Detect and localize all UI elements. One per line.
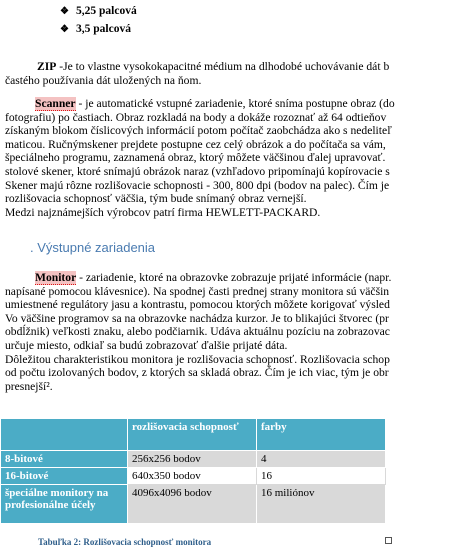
table-cell: 16 miliónov [257, 485, 386, 524]
table-caption: Tabuľka 2: Rozlišovacia schopnosť monitora [38, 537, 212, 547]
paragraph-line: rozlišovacia schopnosť väčšia, tým bude snímaný obraz vernejší. [5, 192, 307, 206]
table-cell: 640x350 bodov [128, 468, 257, 485]
zip-term: ZIP [37, 60, 57, 73]
paragraph-line: -Je to vlastne vysokokapacitné médium na dlhodobé uchovávanie dát b [56, 60, 390, 73]
paragraph-line: Skener majú rôzne rozlišovacie schopnosti - 300, 800 dpi (bodov na palec). Čím je [5, 178, 390, 192]
paragraph-line: určuje miesto, odkiaľ sa budú zobrazovať ďalšie prijaté dáta. [5, 338, 288, 352]
paragraph-line: umiestnené regulátory jasu a kontrastu, pomocou ktorých môžete korigovať výsled [5, 298, 390, 312]
table-row [1, 451, 386, 468]
list-item [60, 2, 137, 20]
table-row-label: špeciálne monitory na profesionálne účely [1, 485, 128, 524]
paragraph-line: Dôležitou charakteristikou monitora je rozlišovacia schopnosť. Rozlišovacia schop [5, 352, 390, 366]
paragraph-line: Medzi najznámejších výrobcov patrí firma HEWLETT-PACKARD. [5, 205, 321, 219]
table-header-cell [1, 419, 128, 451]
paragraph-line: - je automatické vstupné zariadenie, ktoré sníma postupne obraz (do [75, 97, 395, 110]
table-cell: 4 [257, 451, 386, 468]
table-resize-handle[interactable] [385, 537, 392, 544]
table-cell: 4096x4096 bodov [128, 485, 257, 524]
table-cell: 16 [257, 468, 386, 485]
table-row-label: 16-bitové [1, 468, 128, 485]
table-row-label: 8-bitové [1, 451, 128, 468]
diamond-bullet-icon: ❖ [60, 6, 69, 17]
paragraph-line: maticou. Ručnýmskener prejdete postupne cez celý obrázok a do počítača sa vám, [5, 137, 386, 151]
table-header-cell: farby [257, 419, 386, 451]
paragraph-line: častého používania dát uložených na ňom. [5, 73, 202, 87]
list-item [60, 20, 137, 38]
table-row [1, 468, 386, 485]
paragraph-line: získaným blokom číslicových informácií potom počítač zaobchádza ako s nedeliteľ [5, 124, 392, 138]
paragraph-line: obdĺžnik) veľkosti znaku, alebo podčiarnik. Udáva aktuálnu pozíciu na zobrazovac [5, 325, 390, 339]
paragraph-line: stolové skener, ktoré snímajú obrázok naraz (vzhľadovo pripomínajú kopírovacie s [5, 164, 390, 178]
table-header-row [1, 419, 386, 451]
diamond-bullet-icon: ❖ [60, 24, 69, 35]
list-item-text: 5,25 palcová [76, 5, 137, 17]
paragraph-line: - zariadenie, ktoré na obrazovke zobrazuje prijaté informácie (napr. [76, 271, 392, 284]
paragraph-line: od počtu izolovaných bodov, z ktorých sa skladá obraz. Čím je ich viac, tým je obr [5, 366, 389, 380]
paragraph-line: Vo väčšine programov sa na obrazovke nachádza kurzor. Je to blikajúci štvorec (pr [5, 311, 389, 325]
table-row [1, 485, 386, 524]
paragraph-line: presnejší². [5, 379, 53, 393]
monitor-term: Monitor [35, 271, 77, 284]
paragraph-line: špeciálneho programu, zaznamená obraz, ktorý môžete väčšinou ďalej upravovať. [5, 151, 386, 165]
scanner-term: Scanner [35, 97, 76, 110]
resolution-table [0, 418, 386, 524]
zip-paragraph [5, 60, 453, 87]
bullet-list [60, 2, 137, 38]
scanner-paragraph [5, 97, 453, 219]
section-heading: . Výstupné zariadenia [30, 240, 156, 255]
list-item-text: 3,5 palcová [76, 23, 131, 35]
paragraph-line: fotografiu) po častiach. Obraz rozkladá na body a dokáže rozoznať až 64 odtieňov [5, 110, 387, 124]
paragraph-line: napísané pomocou klávesnice). Na spodnej časti prednej strany monitora sú väčšin [5, 284, 390, 298]
table-cell: 256x256 bodov [128, 451, 257, 468]
monitor-paragraph [5, 271, 453, 393]
table-header-cell: rozlišovacia schopnosť [128, 419, 257, 451]
